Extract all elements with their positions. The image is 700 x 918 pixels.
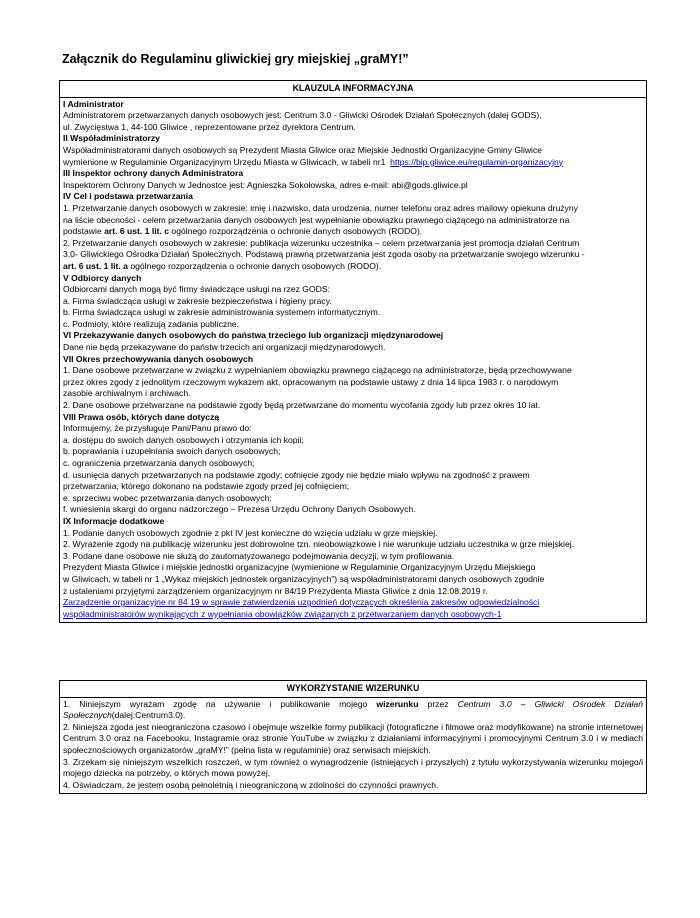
text-line: 1. Dane osobowe przetwarzane w związku z wypełnianiem obowiązku prawnego ciążącego na administratorze, będą przechowywane (63, 365, 572, 376)
consent-paragraph (63, 699, 643, 722)
text-line: z ustaleniami przyjętymi zarządzeniem organizacyjnym nr 84/19 Prezydenta Miasta Gliwice z dnia 12.08.2019 r. (63, 585, 488, 596)
section-title: V Odbiorcy danych (63, 272, 142, 283)
text-line: na liście obecności - celem przetwarzania danych osobowych jest wypełnianie obowiązku prawnego ciążącego na administratorze na (63, 214, 570, 225)
section-title: I Administrator (63, 98, 124, 109)
list-item: c. ograniczenia przetwarzania danych osobowych; (63, 458, 255, 468)
legal-basis-bold: art. 6 ust. 1 lit. a (63, 260, 128, 271)
list-item: a. Firma świadcząca usługi w zakresie bezpieczeństwa i higieny pracy. (63, 295, 332, 306)
text-line: 2. Dane osobowe przetwarzane na podstawie zgody będą przetwarzane do momentu wycofania zgody lub przez okres 10 lat. (63, 400, 541, 411)
page-title: Załącznik do Regulaminu gliwickiej gry miejskiej „graMY!” (62, 52, 409, 66)
list-item: przetwarzania, którego dokonano na podstawie zgody przed jej cofnięciem; (63, 481, 350, 492)
ordinance-link-continued[interactable]: współadministratorów wynikających z wypełniania obowiązków związanych z przetwarzaniem danych osobowych-1 (63, 608, 502, 619)
list-item: c. Podmioty, które realizują zadania publiczne. (63, 318, 240, 329)
text-line: przez okres zgody z jednolitym rzeczowym wykazem akt, opracowanym na podstawie ustawy z dnia 14 lipca 1983 r. o narodowym (63, 376, 559, 387)
text-line: 3. Podane dane osobowe nie służą do zautomatyzowanego podejmowania decyzji, w tym profilowania. (63, 550, 455, 561)
text-line: Prezydent Miasta Gliwice i miejskie jednostki organizacyjne (wymienione w Regulaminie Organizacyjnym Urzędu Miejskiego (63, 562, 536, 573)
text-line: Inspektorem Ochrony Danych w Jednostce jest: Agnieszka Sokołowska, adres e-mail: abi@gods.gliwice.pl (63, 179, 468, 190)
image-use-body (60, 698, 646, 794)
list-item: b. Firma świadcząca usługi w zakresie administrowania systemem informatycznym. (63, 307, 381, 318)
consent-paragraph: 2. Niniejsza zgoda jest nieograniczona czasowo i obejmuje wszelkie formy publikacji (fotograficzne i filmowe oraz modyfikowane) na stronie internetowej Centrum 3.0 oraz na Facebooku, Instagramie oraz stronie YouTube w związku z działaniami informacyjnymi i promocyjnymi Centrum 3.0 i w mediach społecznościowych organizatorów „graMY!” (pełna lista w regulaminie) oraz serwisach miejskich. (63, 721, 643, 755)
text-line (63, 261, 643, 273)
text-line: w Gliwicach, w tabeli nr 1 „Wykaz miejskich jednostek organizacyjnych”) są współadministratorami danych osobowych zgodnie (63, 573, 545, 584)
section-title: II Współadministratorzy (63, 133, 160, 144)
text-line: 1. Przetwarzanie danych osobowych w zakresie: imię i nazwisko, data urodzenia, numer telefonu oraz adres mailowy opiekuna drużyny (63, 202, 578, 213)
organization-name: Centrum 3.0 – Gliwicki Ośrodek Działań Społecznych (63, 698, 643, 721)
consent-paragraph: 4. Oświadczam, że jestem osobą pełnoletnią i nieograniczoną w zdolności do czynności prawnych. (63, 779, 439, 790)
text-segment: ogólnego rozporządzenia o ochronie danych osobowych (RODO). (169, 226, 423, 237)
ordinance-link[interactable]: Zarządzenie organizacyjne nr 84 19 w sprawie zatwierdzenia uzgodnień dotyczących określenia zakresów odpowiedzialności (63, 597, 540, 608)
information-clause-header: KLAUZULA INFORMACYJNA (60, 81, 646, 98)
text-line: Administratorem przetwarzanych danych osobowych jest: Centrum 3.0 - Gliwicki Ośrodek Działań Społecznych (dalej GODS), (63, 110, 542, 121)
list-item: a. dostępu do swoich danych osobowych i otrzymania ich kopii; (63, 434, 304, 445)
image-use-header: WYKORZYSTANIE WIZERUNKU (60, 681, 646, 698)
text-line: 1. Podanie danych osobowych zgodnie z pkt IV jest konieczne do wzięcia udziału w grze miejskiej. (63, 527, 438, 538)
list-item: b. poprawiania i uzupełniania swoich danych osobowych; (63, 446, 281, 457)
regulation-link[interactable]: https://bip.gliwice.eu/regulamin-organizacyjny (390, 156, 564, 167)
list-item: e. sprzeciwu wobec przetwarzania danych osobowych; (63, 492, 272, 503)
section-title: IV Cel i podstawa przetwarzania (63, 191, 193, 202)
section-title: VII Okres przechowywania danych osobowych (63, 353, 254, 364)
information-clause-body (60, 98, 646, 623)
text-line: Dane nie będą przekazywane do państw trzecich ani organizacji międzynarodowych. (63, 342, 386, 353)
text-segment: wymienione w Regulaminie Organizacyjnym Urzędu Miasta w Gliwicach, w tabeli nr1 (63, 156, 386, 167)
text-line: Informujemy, że przysługuje Pani/Panu prawo do: (63, 423, 252, 434)
text-line: Odbiorcami danych mogą być firmy świadczące usługi na rzez GODS: (63, 284, 330, 295)
text-line: 2. Przetwarzanie danych osobowych w zakresie: publikacja wizerunku uczestnika – celem przetwarzania jest promocja działań Centrum (63, 237, 580, 248)
section-title: III Inspektor ochrony danych Administratora (63, 168, 244, 179)
consent-paragraph: 3. Zrzekam się niniejszym wszelkich roszczeń, w tym również o wynagrodzenie (istniejących i przyszłych) z tytułu wykorzystywania wizerunku mojego/i mojego dziecka na potrzeby, o których mowa powyżej. (63, 756, 643, 779)
bold-term: wizerunku (376, 698, 419, 709)
text-segment: (dalej:Centrum3.0). (111, 710, 186, 721)
legal-basis-bold: art. 6 ust. 1 lit. c (104, 226, 170, 237)
text-line (63, 157, 643, 169)
text-line: 2. Wyrażenie zgody na publikację wizerunku jest dobrowolne tzn. nieobowiązkowe i nie warunkuje udziału uczestnika w grze miejskiej. (63, 539, 575, 550)
text-segment: podstawie (63, 226, 105, 237)
text-line (63, 597, 643, 609)
text-line (63, 609, 643, 621)
section-title: VI Przekazywanie danych osobowych do państwa trzeciego lub organizacji międzynarodowej (63, 330, 444, 341)
text-segment: ogólnego rozporządzenia o ochronie danych osobowych (RODO). (127, 260, 382, 271)
information-clause-box (59, 80, 647, 623)
text-line: zasobie archiwalnym i archiwach. (63, 388, 191, 399)
section-title: VIII Prawa osób, których dane dotyczą (63, 411, 220, 422)
image-use-box (59, 680, 647, 794)
text-line: Współadministratorami danych osobowych są Prezydent Miasta Gliwice oraz Miejskie Jednostki Organizacyjne Gminy Gliwice (63, 144, 543, 155)
text-line: 3.0- Gliwickiego Ośrodka Działań Społecznych. Podstawą prawną przetwarzania jest zgoda osoby na przetwarzanie swojego wizerunku - (63, 249, 585, 260)
list-item: f. wniesienia skargi do organu nadzorczego – Prezesa Urzędu Ochrony Danych Osobowych. (63, 504, 416, 515)
section-title: IX Informacje dodatkowe (63, 515, 165, 526)
text-segment: przez (418, 698, 458, 709)
text-line (63, 226, 643, 238)
list-item: d. usunięcia danych przetwarzanych na podstawie zgody; cofnięcie zgody nie będzie miało wpływu na zgodność z prawem (63, 469, 530, 480)
text-segment: 1. Niniejszym wyrażam zgodę na używanie i publikowanie mojego (63, 698, 377, 709)
text-line: ul. Zwycięstwa 1, 44-100 Gliwice , reprezentowane przez dyrektora Centrum. (63, 121, 356, 132)
